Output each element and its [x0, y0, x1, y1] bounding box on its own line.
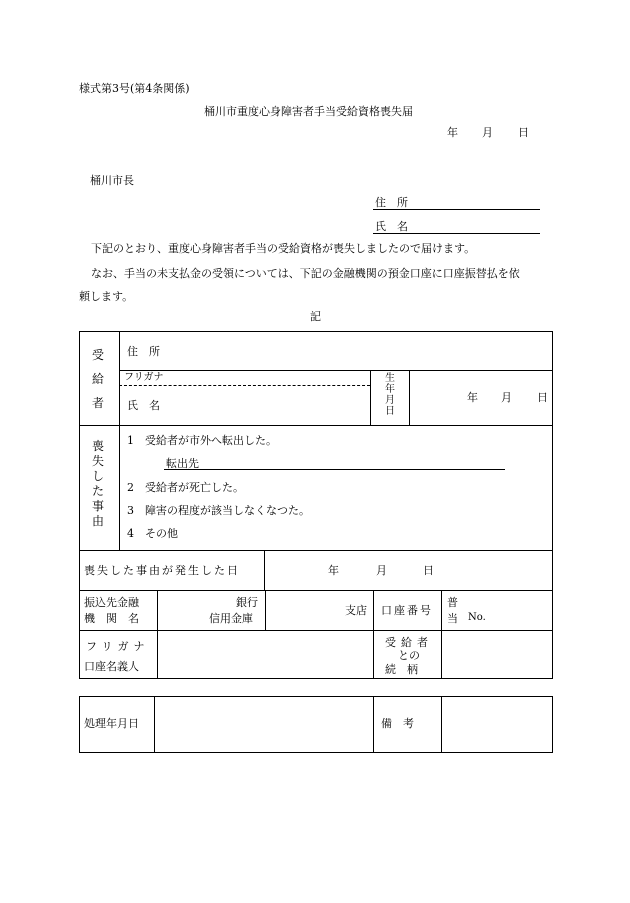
account-type-current[interactable]: 当 — [447, 612, 458, 625]
account-number-label: 口座番号 — [381, 604, 433, 617]
holder-label: 口座名義人 — [84, 660, 139, 673]
holder-furigana-label: フリガナ — [86, 640, 150, 653]
remarks-field[interactable] — [444, 700, 549, 749]
addressee: 桶川市長 — [90, 174, 134, 187]
bank-type-credit-union[interactable]: 信用金庫 — [209, 612, 253, 625]
bank-label-2: 機 関 名 — [84, 612, 139, 625]
relation-label-2: との — [398, 649, 420, 662]
occurred-day-label: 日 — [423, 564, 434, 577]
account-type-ordinary[interactable]: 普 — [447, 596, 458, 609]
applicant-name-label: 氏 名 — [375, 220, 408, 233]
bank-type-bank[interactable]: 銀行 — [236, 596, 258, 609]
form-number: 様式第3号(第4条関係) — [79, 82, 190, 95]
recipient-name-field[interactable] — [175, 390, 365, 420]
branch-label: 支店 — [345, 604, 367, 617]
processed-date-field[interactable] — [158, 700, 369, 749]
moved-to-line[interactable] — [164, 469, 505, 470]
date-day-label: 日 — [518, 126, 529, 139]
body-paragraph-2: なお、手当の未支払金の受領については、下記の金融機関の預金口座に口座振替払を依 — [91, 267, 520, 280]
body-paragraph-2-cont: 頼します。 — [79, 290, 134, 303]
loss-reason-2[interactable]: 2 受給者が死亡した。 — [127, 481, 244, 494]
applicant-address-line[interactable] — [373, 209, 540, 210]
relation-label-3: 続 柄 — [385, 663, 418, 676]
loss-reason-4[interactable]: 4 その他 — [127, 527, 178, 540]
birth-year-label: 年 — [467, 391, 478, 404]
recipient-header: 受 給 者 — [91, 348, 104, 410]
processed-date-label: 処理年月日 — [84, 717, 139, 730]
loss-reason-1[interactable]: 1 受給者が市外へ転出した。 — [127, 434, 277, 447]
applicant-address-label: 住 所 — [375, 196, 408, 209]
moved-to-label: 転出先 — [166, 457, 199, 470]
form-title: 桶川市重度心身障害者手当受給資格喪失届 — [204, 105, 413, 118]
recipient-address-label: 住 所 — [127, 345, 160, 358]
account-no-label: No. — [468, 612, 486, 623]
date-month-label: 月 — [482, 126, 493, 139]
body-paragraph-1: 下記のとおり、重度心身障害者手当の受給資格が喪失しましたので届けます。 — [91, 242, 476, 255]
occurred-year-label: 年 — [328, 564, 339, 577]
relation-label-1: 受給者 — [385, 636, 433, 649]
birth-month-label: 月 — [501, 391, 512, 404]
occurred-date-label: 喪失した事由が発生した日 — [84, 564, 240, 577]
recipient-name-label: 氏 名 — [127, 399, 160, 412]
loss-reason-3[interactable]: 3 障害の程度が該当しなくなつた。 — [127, 504, 310, 517]
occurred-month-label: 月 — [376, 564, 387, 577]
relation-field[interactable] — [444, 634, 550, 676]
recipient-address-field[interactable] — [175, 340, 545, 364]
birth-date-header: 生 年 月 日 — [385, 373, 395, 417]
loss-reason-header: 喪 失 し た 事 由 — [91, 439, 104, 528]
date-year-label: 年 — [447, 126, 458, 139]
birth-day-label: 日 — [537, 391, 548, 404]
remarks-label: 備 考 — [381, 717, 414, 730]
recipient-furigana-label: フリガナ — [124, 372, 164, 383]
ki-label: 記 — [310, 310, 321, 323]
bank-label-1: 振込先金融 — [84, 596, 139, 609]
holder-name-field[interactable] — [160, 634, 370, 676]
applicant-name-line[interactable] — [373, 233, 540, 234]
